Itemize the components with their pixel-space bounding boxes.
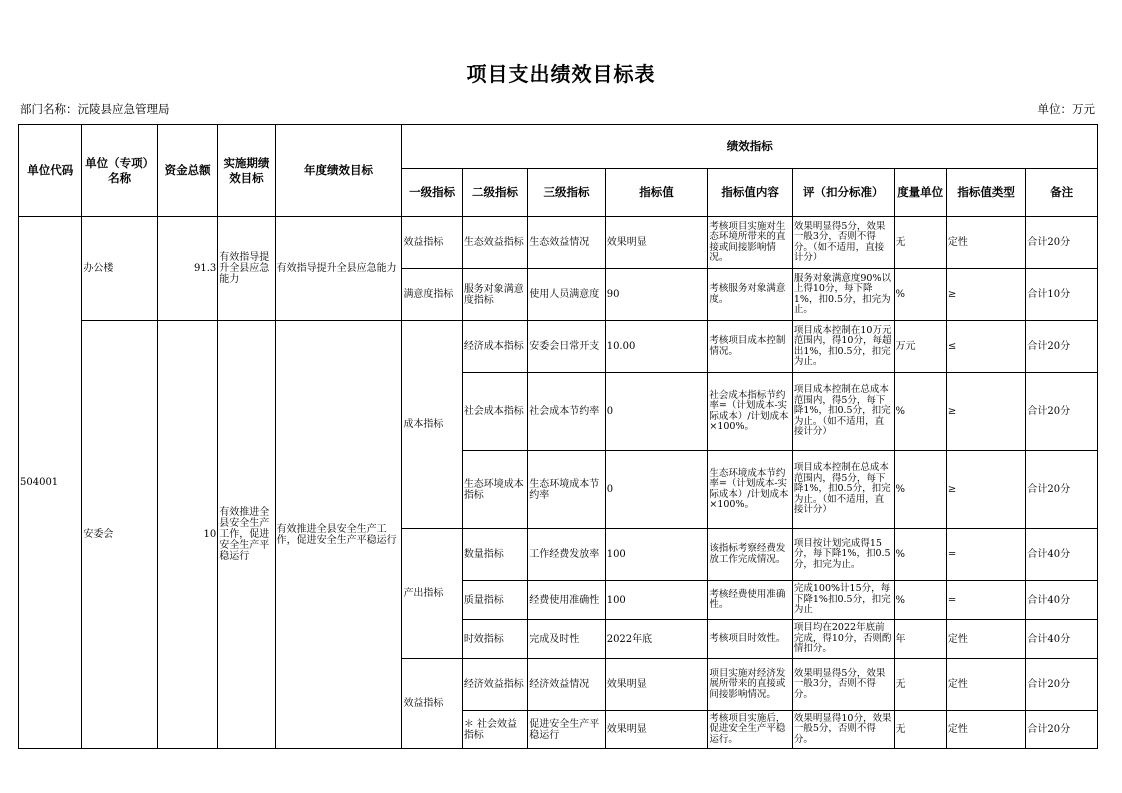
col-scoring: 评（扣分标准）	[792, 169, 894, 217]
type-cell: ≤	[946, 321, 1026, 373]
unit-cell: 无	[894, 659, 946, 711]
content-cell: 考核项目成本控制情况。	[708, 321, 793, 373]
unit-cell: %	[894, 451, 946, 529]
header-row-1	[19, 125, 1098, 169]
level1-cell: 成本指标	[402, 321, 462, 529]
level3-cell: 完成及时性	[528, 620, 605, 659]
level1-cell: 产出指标	[402, 529, 462, 659]
unit-cell: %	[894, 581, 946, 620]
value-cell: 0	[605, 373, 708, 451]
type-cell: 定性	[946, 711, 1026, 749]
col-level3: 三级指标	[528, 169, 605, 217]
col-measure-unit: 度量单位	[894, 169, 946, 217]
note-cell: 合计20分	[1026, 321, 1098, 373]
level2-cell: 质量指标	[462, 581, 527, 620]
content-cell: 社会成本指标节约率=（计划成本-实际成本）/计划成本×100%。	[708, 373, 793, 451]
level2-cell: 生态效益指标	[462, 217, 527, 269]
content-cell: 考核项目时效性。	[708, 620, 793, 659]
unit-cell: 无	[894, 711, 946, 749]
note-cell: 合计40分	[1026, 581, 1098, 620]
project-amount-cell: 91.3	[157, 217, 217, 321]
unit-cell: 无	[894, 217, 946, 269]
value-cell: 10.00	[605, 321, 708, 373]
project-name-cell: 安委会	[82, 321, 157, 749]
note-cell: 合计40分	[1026, 529, 1098, 581]
period-goal-cell: 有效推进全县安全生产工作，促进安全生产平稳运行	[218, 321, 275, 749]
value-cell: 0	[605, 451, 708, 529]
col-annual-goal: 年度绩效目标	[275, 125, 402, 217]
value-cell: 100	[605, 581, 708, 620]
content-cell: 考核项目实施后，促进安全生产平稳运行。	[708, 711, 793, 749]
level3-cell: 社会成本节约率	[528, 373, 605, 451]
unit-cell: 万元	[894, 321, 946, 373]
content-cell: 该指标考察经费发放工作完成情况。	[708, 529, 793, 581]
unit-cell: %	[894, 529, 946, 581]
scoring-cell: 服务对象满意度90%以上得10分，每下降1%，扣0.5分，扣完为止。	[792, 269, 894, 321]
level1-cell: 效益指标	[402, 217, 462, 269]
annual-goal-cell: 有效推进全县安全生产工作，促进安全生产平稳运行	[275, 321, 402, 749]
level3-cell: 安委会日常开支	[528, 321, 605, 373]
content-cell: 考核服务对象满意度。	[708, 269, 793, 321]
type-cell: 定性	[946, 659, 1026, 711]
level2-cell: 经济成本指标	[462, 321, 527, 373]
value-cell: 90	[605, 269, 708, 321]
scoring-cell: 项目成本控制在总成本范围内，得5分，每下降1%，扣0.5分，扣完为止。（如不适用，直接计分）	[792, 451, 894, 529]
content-cell: 项目实施对经济发展所带来的直接或间接影响情况。	[708, 659, 793, 711]
type-cell: 定性	[946, 217, 1026, 269]
annual-goal-cell: 有效指导提升全县应急能力	[275, 217, 402, 321]
note-cell: 合计20分	[1026, 711, 1098, 749]
col-remarks: 备注	[1026, 169, 1098, 217]
level2-cell: ＊ 社会效益指标	[462, 711, 527, 749]
table-row	[19, 217, 1098, 269]
type-cell: ≥	[946, 451, 1026, 529]
unit-code-cell: 504001	[19, 217, 82, 749]
value-cell: 效果明显	[605, 659, 708, 711]
level2-cell: 时效指标	[462, 620, 527, 659]
value-cell: 2022年底	[605, 620, 708, 659]
content-cell: 考核项目实施对生态环境所带来的直接或间接影响情况。	[708, 217, 793, 269]
scoring-cell: 项目均在2022年底前完成，得10分，否则酌情扣分。	[792, 620, 894, 659]
scoring-cell: 项目按计划完成得15分，每下降1%，扣0.5分，扣完为止。	[792, 529, 894, 581]
level2-cell: 经济效益指标	[462, 659, 527, 711]
level2-cell: 服务对象满意度指标	[462, 269, 527, 321]
value-cell: 100	[605, 529, 708, 581]
value-cell: 效果明显	[605, 217, 708, 269]
col-level2: 二级指标	[462, 169, 527, 217]
type-cell: =	[946, 529, 1026, 581]
level1-cell: 满意度指标	[402, 269, 462, 321]
performance-goals-table	[18, 124, 1098, 749]
level3-cell: 经费使用准确性	[528, 581, 605, 620]
level1-cell: 效益指标	[402, 659, 462, 749]
currency-unit: 单位：万元	[1037, 102, 1095, 116]
page-title: 项目支出绩效目标表	[466, 62, 656, 86]
project-amount-cell: 10	[157, 321, 217, 749]
col-indicators: 绩效指标	[402, 125, 1098, 169]
note-cell: 合计20分	[1026, 217, 1098, 269]
value-cell: 效果明显	[605, 711, 708, 749]
department-name: 部门名称：沅陵县应急管理局	[20, 102, 170, 116]
content-cell: 生态环境成本节约率=（计划成本-实际成本）/计划成本×100%。	[708, 451, 793, 529]
level3-cell: 经济效益情况	[528, 659, 605, 711]
level3-cell: 工作经费发放率	[528, 529, 605, 581]
note-cell: 合计10分	[1026, 269, 1098, 321]
level2-cell: 生态环境成本指标	[462, 451, 527, 529]
type-cell: =	[946, 581, 1026, 620]
scoring-cell: 项目成本控制在总成本范围内，得5分，每下降1%，扣0.5分，扣完为止。（如不适用，直接计分）	[792, 373, 894, 451]
level2-cell: 数量指标	[462, 529, 527, 581]
note-cell: 合计20分	[1026, 659, 1098, 711]
level3-cell: 生态效益情况	[528, 217, 605, 269]
scoring-cell: 效果明显得10分，效果一般5分，否则不得分。	[792, 711, 894, 749]
note-cell: 合计20分	[1026, 451, 1098, 529]
type-cell: 定性	[946, 620, 1026, 659]
project-name-cell: 办公楼	[82, 217, 157, 321]
col-period-goal: 实施期绩效目标	[218, 125, 275, 217]
col-value: 指标值	[605, 169, 708, 217]
scoring-cell: 效果明显得5分，效果一般3分，否则不得分。（如不适用，直接计分）	[792, 217, 894, 269]
scoring-cell: 效果明显得5分，效果一般3分，否则不得分。	[792, 659, 894, 711]
type-cell: ≥	[946, 373, 1026, 451]
note-cell: 合计40分	[1026, 620, 1098, 659]
level3-cell: 使用人员满意度	[528, 269, 605, 321]
content-cell: 考核经费使用准确性。	[708, 581, 793, 620]
type-cell: ≥	[946, 269, 1026, 321]
period-goal-cell: 有效指导提升全县应急能力	[218, 217, 275, 321]
table-row	[19, 321, 1098, 373]
col-level1: 一级指标	[402, 169, 462, 217]
scoring-cell: 项目成本控制在10万元范围内，得10分，每超出1%，扣0.5分，扣完为止。	[792, 321, 894, 373]
unit-cell: 年	[894, 620, 946, 659]
level3-cell: 生态环境成本节约率	[528, 451, 605, 529]
col-value-type: 指标值类型	[946, 169, 1026, 217]
col-total-funds: 资金总额	[157, 125, 217, 217]
level2-cell: 社会成本指标	[462, 373, 527, 451]
unit-cell: %	[894, 373, 946, 451]
scoring-cell: 完成100%计15分，每下降1%扣0.5分，扣完为止	[792, 581, 894, 620]
unit-cell: %	[894, 269, 946, 321]
col-unit-name: 单位（专项）名称	[82, 125, 157, 217]
col-content: 指标值内容	[708, 169, 793, 217]
col-unit-code: 单位代码	[19, 125, 82, 217]
note-cell: 合计20分	[1026, 373, 1098, 451]
level3-cell: 促进安全生产平稳运行	[528, 711, 605, 749]
